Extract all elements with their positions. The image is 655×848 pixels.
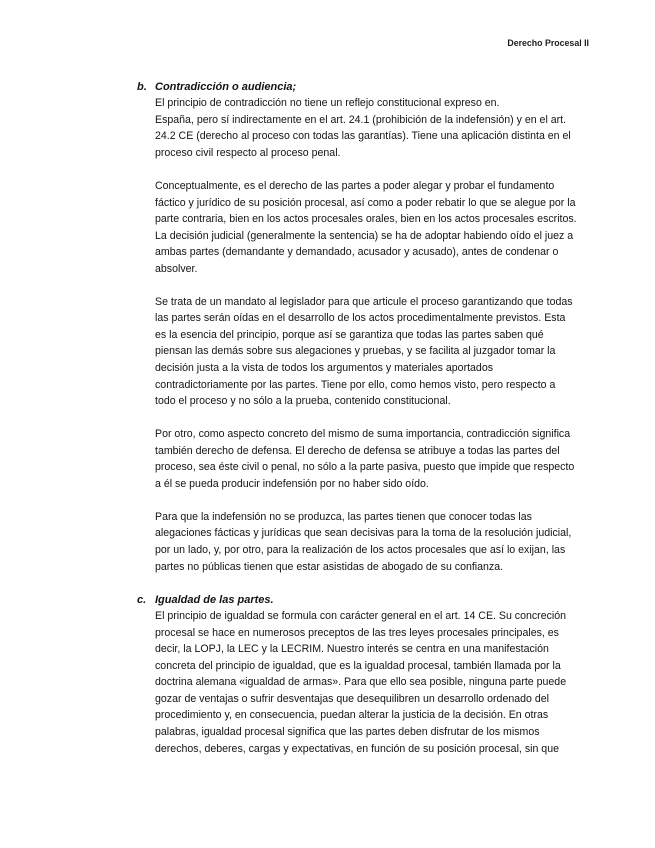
- paragraph-line: Por otro, como aspecto concreto del mismo de suma importancia, contradicción significa: [155, 428, 571, 441]
- paragraph-line: gozar de ventajas o sufrir desventajas que desequilibren un desarrollo ordenado del: [155, 692, 549, 705]
- paragraph-line: fáctico y jurídico de su posición procesal, así como a poder rebatir lo que se alegue por la: [155, 196, 576, 209]
- document-body: [137, 79, 617, 757]
- paragraph-line: alegaciones fácticas y jurídicas que sean decisivas para la toma de la resolución judicial,: [155, 527, 572, 540]
- paragraph-line: Para que la indefensión no se produzca, las partes tienen que conocer todas las: [155, 510, 532, 523]
- paragraph-line: proceso civil respecto al proceso penal.: [155, 146, 341, 159]
- paragraph-line: procesal se hace en numerosos preceptos de las tres leyes procesales principales, es: [155, 626, 559, 639]
- paragraph-line: partes no públicas tienen que estar asistidas de abogado de su confianza.: [155, 560, 504, 573]
- paragraph-line: Conceptualmente, es el derecho de las partes a poder alegar y probar el fundamento: [155, 179, 555, 192]
- paragraph-line: Se trata de un mandato al legislador para que articule el proceso garantizando que todas: [155, 295, 573, 308]
- paragraph-line: El principio de contradicción no tiene un reflejo constitucional expreso en.: [155, 97, 500, 110]
- paragraph-line: decir, la LOPJ, la LEC y la LECRIM. Nuestro interés se centra en una manifestación: [155, 643, 549, 656]
- paragraph-line: España, pero sí indirectamente en el art. 24.1 (prohibición de la indefensión) y en el art.: [155, 113, 567, 126]
- paragraph: [137, 294, 617, 410]
- paragraph: [137, 95, 617, 161]
- paragraph: [137, 509, 617, 575]
- section-igualdad: [137, 592, 617, 757]
- paragraph-line: proceso, sea éste civil o penal, no sólo a la parte pasiva, puesto que impide que respecto: [155, 461, 575, 474]
- section-title: Contradicción o audiencia;: [155, 80, 297, 93]
- section-title: Igualdad de las partes.: [155, 593, 274, 606]
- section-heading: [137, 79, 617, 96]
- paragraph-line: decisión justa a la vista de todos los argumentos y materiales aportados: [155, 361, 494, 374]
- paragraph-line: La decisión judicial (generalmente la sentencia) se ha de adoptar habiendo oído el juez a: [155, 229, 574, 242]
- paragraph: [137, 426, 617, 492]
- paragraph-line: 24.2 CE (derecho al proceso con todas las garantías). Tiene una aplicación distinta en el: [155, 130, 571, 143]
- paragraph-line: también derecho de defensa. El derecho de defensa se atribuye a todas las partes del: [155, 444, 560, 457]
- paragraph-line: El principio de igualdad se formula con carácter general en el art. 14 CE. Su concreción: [155, 610, 567, 623]
- section-marker: b.: [137, 80, 147, 93]
- running-header: Derecho Procesal II: [507, 38, 589, 48]
- paragraph-line: a él se pueda producir indefensión por no haber sido oído.: [155, 477, 429, 490]
- paragraph: [137, 608, 617, 757]
- section-marker: c.: [137, 593, 147, 606]
- paragraph: [137, 178, 617, 277]
- paragraph-line: piensan las demás sobre sus alegaciones y pruebas, y se facilita al juzgador tomar la: [155, 345, 556, 358]
- paragraph-line: derechos, deberes, cargas y expectativas, en función de su posición procesal, sin que: [155, 742, 559, 755]
- paragraph-line: es la esencia del principio, porque así se garantiza que todas las partes saben qué: [155, 328, 544, 341]
- paragraph-line: doctrina alemana «igualdad de armas». Para que ello sea posible, ninguna parte puede: [155, 676, 567, 689]
- paragraph-line: las partes serán oídas en el desarrollo de los actos procedimentalmente previstos. Esta: [155, 312, 566, 325]
- section-heading: [137, 592, 617, 609]
- section-contradiccion: [137, 79, 617, 575]
- paragraph-line: ambas partes (demandante y demandado, acusador y acusado), antes de condenar o: [155, 246, 559, 259]
- paragraph-line: absolver.: [155, 262, 198, 275]
- paragraph-line: parte contraria, bien en los actos procesales orales, bien en los actos procesales escritos.: [155, 213, 577, 226]
- paragraph-line: palabras, igualdad procesal significa que las partes deben disfrutar de los mismos: [155, 726, 540, 739]
- paragraph-line: todo el proceso y no sólo a la prueba, contenido constitucional.: [155, 395, 451, 408]
- paragraph-line: por un lado, y, por otro, para la realización de los actos procesales que así lo exijan, las: [155, 544, 566, 556]
- paragraph-line: contradictoriamente por las partes. Tiene por ello, como hemos visto, pero respecto a: [155, 378, 556, 391]
- paragraph-line: concreta del principio de igualdad, que es la igualdad procesal, también llamada por la: [155, 659, 561, 672]
- paragraph-line: procedimiento y, en consecuencia, puedan alterar la justicia de la decisión. En otras: [155, 709, 549, 722]
